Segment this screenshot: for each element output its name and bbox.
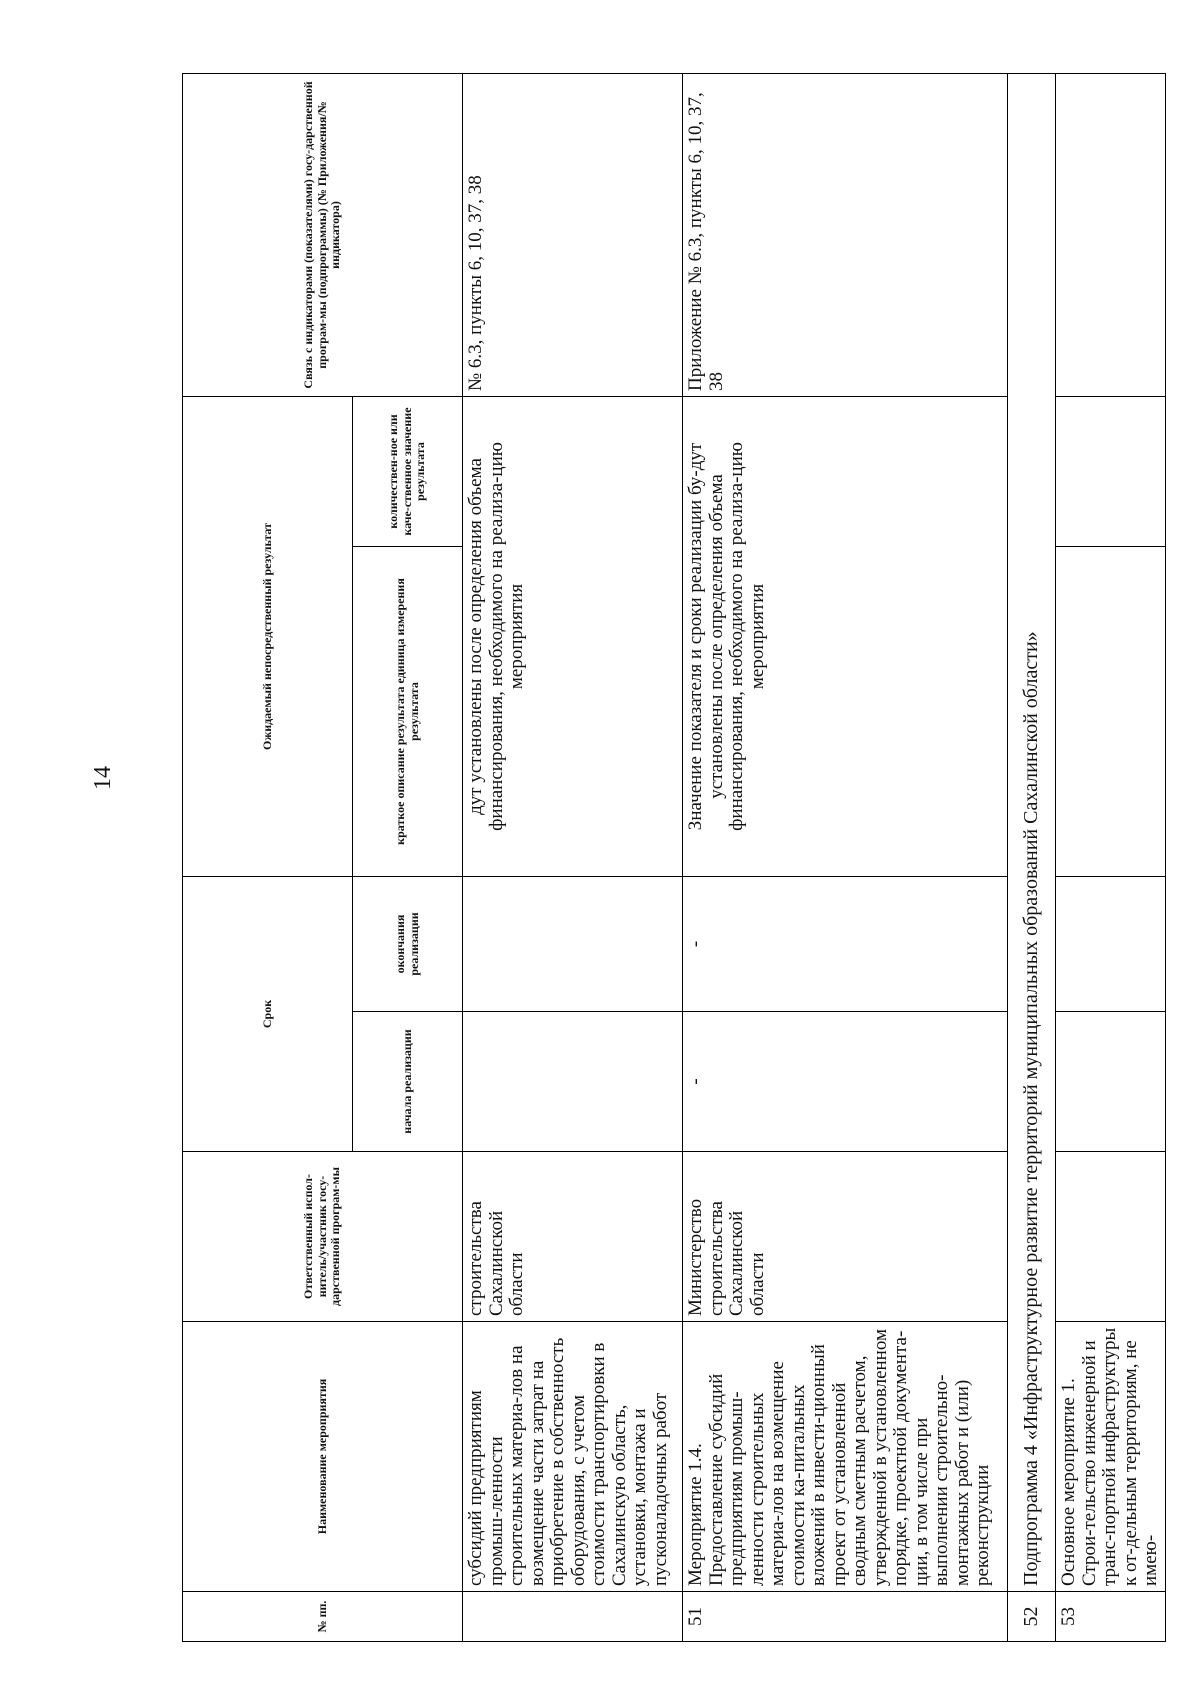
subprogram-row — [1008, 73, 1056, 1641]
row-result-value — [1056, 396, 1166, 546]
row-name: Мероприятие 1.4. Предоставление субсидий предприятиям промыш-ленности строительных материа-лов на возмещение стоимости ка-питальных вложений в инвести-ционный проект от установленной сводным сметным расчетом, утвержденной в установленном порядке, проектной документа-ции, в том числе при выполнении строительно-монтажных работ и (или) реконструкции — [683, 1322, 1008, 1592]
subprogram-title: Подпрограмма 4 «Инфраструктурное развитие территорий муниципальных образований Сахалинской области» — [1008, 73, 1056, 1591]
row-indicator-link — [1056, 73, 1166, 396]
header-indicator-link: Связь с индикаторами (показателями) госу-дарственной програм-мы (подпрограммы) (№ Приложения/№ индикатора) — [183, 73, 463, 396]
table-row — [1056, 73, 1166, 1641]
row-responsible: строительства Сахалинской области — [463, 1152, 683, 1322]
row-num — [463, 1592, 683, 1642]
row-start: - — [683, 1012, 1008, 1152]
table-row — [683, 73, 1008, 1641]
row-responsible: Министерство строительства Сахалинской области — [683, 1152, 1008, 1322]
header-value: количествен-ное или каче-ственное значение результата — [353, 396, 463, 546]
row-result-desc — [1056, 546, 1166, 876]
row-name: Основное мероприятие 1. Строи-тельство инженерной и транс-портной инфраструктуры к от-дельным территориям, не имею- — [1056, 1322, 1166, 1592]
table-row — [463, 73, 683, 1641]
header-start: начала реализации — [353, 1012, 463, 1152]
header-deadline: Срок — [183, 876, 353, 1151]
row-responsible — [1056, 1152, 1166, 1322]
row-num: 52 — [1008, 1592, 1056, 1642]
header-expected-result: Ожидаемый непосредственный результат — [183, 396, 353, 876]
row-name: субсидий предприятиям промыш-ленности строительных материа-лов на возмещение части затрат на приобретение в собственность оборудования, с учетом стоимости транспортировки в Сахалинскую область, установки, монтажа и пусконаладочных работ — [463, 1322, 683, 1592]
row-result-desc: Значение показателя и сроки реализации бу-дут установлены после определения объема финансирования, необходимого на реализа-цию мероприятия — [683, 396, 1008, 876]
row-result-desc: дут установлены после определения объема финансирования, необходимого на реализа-цию мероприятия — [463, 396, 683, 876]
row-num: 51 — [683, 1592, 1008, 1642]
row-start — [463, 1012, 683, 1152]
row-end — [1056, 876, 1166, 1011]
activities-table — [182, 74, 1162, 1642]
header-name: Наименование мероприятия — [183, 1322, 463, 1592]
row-end: - — [683, 876, 1008, 1011]
row-indicator-link: № 6.3, пункты 6, 10, 37, 38 — [463, 73, 683, 396]
header-short-desc: краткое описание результата единица измерения результата — [353, 546, 463, 876]
header-end: окончания реализации — [353, 876, 463, 1011]
header-responsible: Ответственный испол-нитель/участник госу-дарственной програм-мы — [183, 1152, 463, 1322]
row-indicator-link: Приложение № 6.3, пункты 6, 10, 37, 38 — [683, 73, 1008, 396]
row-num: 53 — [1056, 1592, 1166, 1642]
header-num: № пп. — [183, 1592, 463, 1642]
row-end — [463, 876, 683, 1011]
page-number: 14 — [90, 766, 116, 790]
row-start — [1056, 1012, 1166, 1152]
